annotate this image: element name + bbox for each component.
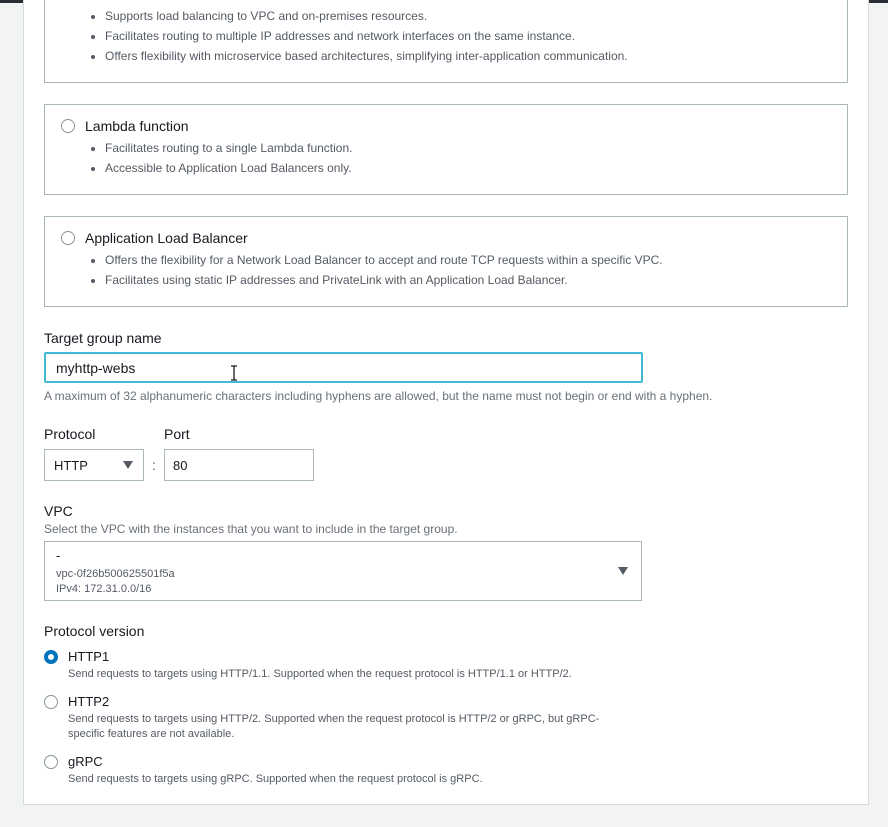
target-group-name-label: Target group name bbox=[44, 330, 162, 346]
grpc-radio[interactable] bbox=[44, 755, 58, 769]
vpc-hint: Select the VPC with the instances that you want to include in the target group. bbox=[44, 522, 458, 536]
port-label: Port bbox=[164, 426, 190, 442]
create-target-group-panel bbox=[23, 0, 869, 805]
alb-bullets bbox=[105, 250, 663, 290]
vpc-cidr: IPv4: 172.31.0.0/16 bbox=[56, 583, 152, 595]
alb-radio[interactable] bbox=[61, 231, 75, 245]
protocol-value: HTTP bbox=[54, 458, 88, 473]
target-group-name-input[interactable] bbox=[44, 352, 643, 383]
bullet: • Facilitates routing to multiple IP addresses and network interfaces on the same instance. bbox=[105, 26, 628, 46]
alb-title: Application Load Balancer bbox=[85, 230, 248, 246]
vpc-name: - bbox=[56, 548, 61, 563]
http1-desc: Send requests to targets using HTTP/1.1. Supported when the request protocol is HTTP/1.1 or HTTP/2. bbox=[68, 668, 572, 680]
http2-radio[interactable] bbox=[44, 695, 58, 709]
http1-title: HTTP1 bbox=[68, 649, 110, 664]
grpc-title: gRPC bbox=[68, 754, 103, 769]
text-cursor-icon bbox=[229, 365, 239, 381]
bullet: • Accessible to Application Load Balancers only. bbox=[105, 158, 352, 178]
protocol-select[interactable] bbox=[44, 449, 144, 481]
vpc-select[interactable] bbox=[44, 541, 642, 601]
http2-desc: Send requests to targets using HTTP/2. Supported when the request protocol is HTTP/2 or gRPC, but gRPC-specific features are not available. bbox=[68, 713, 600, 740]
target-group-name-hint: A maximum of 32 alphanumeric characters including hyphens are allowed, but the name must not begin or end with a hyphen. bbox=[44, 389, 713, 403]
target-type-ip-addresses[interactable] bbox=[44, 0, 848, 83]
lambda-radio[interactable] bbox=[61, 119, 75, 133]
caret-down-icon bbox=[618, 567, 628, 575]
http2-title: HTTP2 bbox=[68, 694, 110, 709]
protocol-version-label: Protocol version bbox=[44, 623, 145, 639]
ip-addresses-bullets bbox=[105, 6, 628, 66]
bullet: • Offers the flexibility for a Network Load Balancer to accept and route TCP requests within a specific VPC. bbox=[105, 250, 663, 270]
lambda-bullets bbox=[105, 138, 352, 178]
target-type-lambda[interactable] bbox=[44, 104, 848, 195]
http1-radio[interactable] bbox=[44, 650, 58, 664]
vpc-label: VPC bbox=[44, 503, 73, 519]
protocol-label: Protocol bbox=[44, 426, 96, 442]
protocol-port-separator: : bbox=[152, 457, 156, 473]
caret-down-icon bbox=[123, 461, 133, 469]
bullet: • Facilitates using static IP addresses and PrivateLink with an Application Load Balancer. bbox=[105, 270, 663, 290]
port-input[interactable] bbox=[164, 449, 314, 481]
bullet: • Offers flexibility with microservice based architectures, simplifying inter-application communication. bbox=[105, 46, 628, 66]
lambda-title: Lambda function bbox=[85, 118, 189, 134]
grpc-desc: Send requests to targets using gRPC. Supported when the request protocol is gRPC. bbox=[68, 773, 483, 785]
target-type-alb[interactable] bbox=[44, 216, 848, 307]
vpc-id: vpc-0f26b500625501f5a bbox=[56, 568, 175, 580]
bullet: • Facilitates routing to a single Lambda function. bbox=[105, 138, 352, 158]
bullet: • Supports load balancing to VPC and on-premises resources. bbox=[105, 6, 628, 26]
